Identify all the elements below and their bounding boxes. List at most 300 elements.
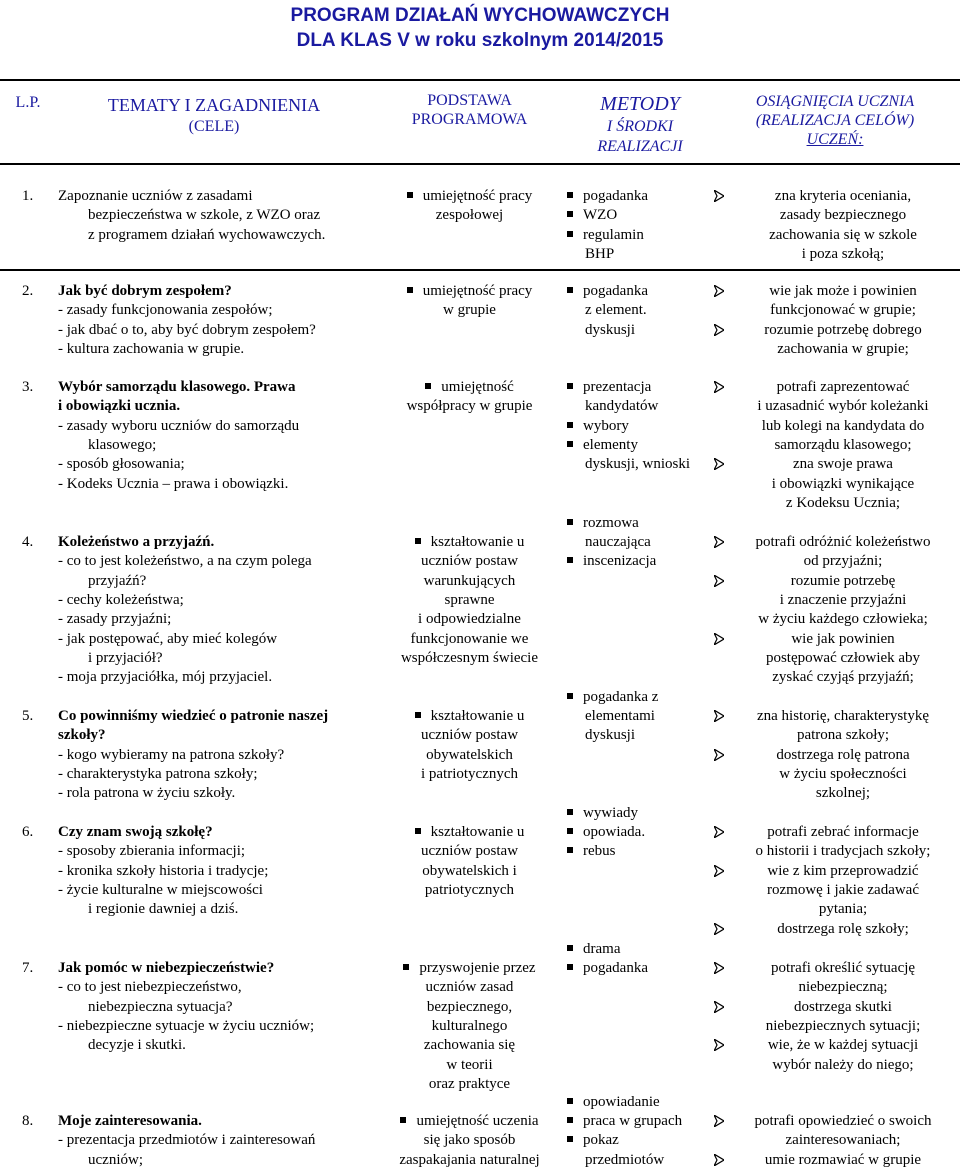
basis-line	[372, 572, 567, 591]
topic-title: Co powinniśmy wiedzieć o patronie naszej	[58, 708, 329, 724]
arrow-bullet-icon	[714, 321, 732, 340]
method-line	[585, 245, 614, 264]
topic-line: - rola patrona w życiu szkoły.	[58, 785, 236, 802]
basis-text: obywatelskich	[426, 746, 513, 763]
method-text: pogadanka z	[583, 688, 659, 705]
basis-line	[372, 187, 567, 206]
method-line	[567, 1093, 660, 1112]
basis-text: zespołowej	[435, 207, 504, 224]
method-line	[567, 959, 648, 978]
header-top-rule	[0, 79, 960, 81]
topic-line: - zasady funkcjonowania zespołów;	[58, 302, 273, 319]
square-bullet-icon	[407, 287, 413, 293]
arrow-bullet-icon	[714, 572, 732, 591]
arrow-bullet-icon	[714, 746, 732, 765]
method-line	[567, 378, 651, 397]
document-title-line1: PROGRAM DZIAŁAŃ WYCHOWAWCZYCH	[290, 5, 670, 26]
topic-line: - charakterystyka patrona szkoły;	[58, 765, 258, 782]
arrow-bullet-icon	[714, 1036, 732, 1055]
basis-text: umiejętność	[441, 379, 514, 395]
achievement-line	[714, 1151, 954, 1170]
square-bullet-icon	[567, 1117, 573, 1123]
achievement-text: wie, że w każdej sytuacji	[767, 1037, 919, 1054]
row-number: 7.	[22, 960, 34, 976]
basis-line	[372, 881, 567, 900]
square-bullet-icon	[567, 693, 573, 699]
method-text: dyskusji	[585, 321, 636, 338]
square-bullet-icon	[567, 964, 573, 970]
achievement-line	[714, 301, 954, 320]
basis-text: współpracy w grupie	[406, 398, 533, 415]
square-bullet-icon	[415, 538, 421, 544]
method-line	[567, 1112, 682, 1131]
achievement-line	[714, 630, 954, 649]
basis-text: w grupie	[443, 302, 496, 319]
method-text: regulamin	[583, 226, 644, 243]
method-text: pogadanka	[583, 188, 648, 204]
basis-text: umiejętność pracy	[422, 283, 533, 299]
achievement-text: zna historię, charakterystykę	[756, 708, 929, 724]
achievement-text: dostrzega skutki	[794, 998, 892, 1015]
achievement-text: wie jak może i powinien	[769, 283, 917, 299]
topic-line: z programem działań wychowawczych.	[88, 226, 326, 243]
achievement-line	[714, 417, 954, 436]
square-bullet-icon	[567, 945, 573, 951]
method-line	[567, 940, 620, 959]
method-line	[585, 533, 651, 552]
arrow-bullet-icon	[714, 630, 732, 649]
basis-line	[372, 1017, 567, 1036]
achievement-line	[714, 206, 954, 225]
basis-line	[372, 842, 567, 861]
topic-line: uczniów;	[88, 1151, 143, 1168]
achievement-line	[714, 591, 954, 610]
basis-line	[372, 862, 567, 881]
topic-line: i obowiązki ucznia.	[58, 398, 181, 415]
achievement-text: i obowiązki wynikające	[771, 475, 915, 492]
square-bullet-icon	[567, 192, 573, 198]
method-text: drama	[583, 940, 621, 957]
basis-text: współczesnym świecie	[400, 649, 539, 666]
basis-text: oraz praktyce	[428, 1075, 511, 1092]
achievement-text: niebezpiecznych sytuacji;	[765, 1017, 921, 1034]
topic-line: - sposoby zbierania informacji;	[58, 843, 246, 860]
method-line	[585, 455, 690, 474]
method-text: WZO	[583, 207, 618, 224]
achievement-text: zna swoje prawa	[793, 456, 893, 473]
basis-line	[372, 1112, 567, 1131]
topic-title: Moje zainteresowania.	[58, 1113, 202, 1129]
method-text: wybory	[583, 417, 629, 434]
topic-line: - Kodeks Ucznia – prawa i obowiązki.	[58, 475, 289, 492]
square-bullet-icon	[400, 1117, 406, 1123]
header-basis-1: PODSTAWA	[427, 92, 512, 109]
basis-text: bezpiecznego,	[426, 998, 513, 1015]
basis-line	[372, 707, 567, 726]
achievement-line	[714, 1036, 954, 1055]
basis-line	[372, 397, 567, 416]
topic-line: bezpieczeństwa w szkole, z WZO oraz	[88, 207, 321, 224]
achievement-line	[714, 823, 954, 842]
header-basis-2: PROGRAMOWA	[411, 111, 528, 128]
achievement-line	[714, 881, 954, 900]
method-text: wywiady	[583, 804, 638, 821]
achievement-line	[714, 707, 954, 726]
basis-text: uczniów postaw	[420, 553, 519, 570]
achievement-line	[714, 378, 954, 397]
achievement-text: rozumie potrzebę dobrego	[764, 321, 922, 338]
basis-text: uczniów postaw	[420, 727, 519, 744]
arrow-bullet-icon	[714, 823, 732, 842]
achievement-line	[714, 340, 954, 359]
method-line	[585, 397, 658, 416]
square-bullet-icon	[415, 828, 421, 834]
topic-line: - prezentacja przedmiotów i zainteresowań	[58, 1132, 316, 1149]
achievement-text: wie jak powinien	[791, 630, 895, 647]
square-bullet-icon	[567, 557, 573, 563]
basis-text: zachowania się	[423, 1037, 516, 1054]
achievement-text: dostrzega rolę patrona	[776, 746, 910, 763]
achievement-text: w życiu każdego człowieka;	[758, 611, 928, 628]
achievement-line	[714, 610, 954, 629]
header-bottom-rule	[0, 163, 960, 165]
achievement-text: wie z kim przeprowadzić	[767, 862, 919, 879]
header-lp: L.P.	[15, 94, 41, 111]
header-achievements-1: OSIĄGNIĘCIA UCZNIA	[755, 93, 915, 110]
topic-line: decyzje i skutki.	[88, 1037, 186, 1054]
achievement-line	[714, 726, 954, 745]
basis-text: funkcjonowanie we	[410, 630, 529, 647]
achievement-line	[714, 842, 954, 861]
achievement-line	[714, 765, 954, 784]
square-bullet-icon	[567, 287, 573, 293]
topic-line: - niebezpieczne sytuacje w życiu uczniów;	[58, 1017, 315, 1034]
achievement-line	[714, 475, 954, 494]
achievement-line	[714, 436, 954, 455]
achievement-text: potrafi określić sytuację	[770, 960, 916, 976]
topic-line: - sposób głosowania;	[58, 456, 185, 473]
achievement-text: zainteresowaniach;	[785, 1132, 901, 1149]
basis-text: i patriotycznych	[420, 765, 519, 782]
achievement-line	[714, 572, 954, 591]
achievement-text: patrona szkoły;	[796, 727, 890, 744]
basis-line	[372, 823, 567, 842]
basis-line	[372, 1131, 567, 1150]
method-line	[585, 301, 647, 320]
topic-line: - życie kulturalne w miejscowości	[58, 881, 263, 898]
topic-line: - zasady wyboru uczniów do samorządu	[58, 417, 300, 434]
row-number: 8.	[22, 1113, 34, 1129]
row-number: 4.	[22, 534, 34, 550]
square-bullet-icon	[567, 847, 573, 853]
topic-line: - moja przyjaciółka, mój przyjaciel.	[58, 669, 273, 686]
achievement-text: i poza szkołą;	[801, 245, 885, 262]
row-number: 2.	[22, 283, 34, 299]
arrow-bullet-icon	[714, 187, 732, 206]
basis-line	[372, 552, 567, 571]
method-text: pogadanka	[583, 960, 648, 976]
achievement-text: od przyjaźni;	[803, 553, 883, 570]
achievement-text: szkolnej;	[815, 785, 871, 802]
basis-line	[372, 1151, 567, 1170]
method-line	[585, 707, 655, 726]
achievement-text: w życiu społeczności	[779, 765, 907, 782]
square-bullet-icon	[425, 383, 431, 389]
method-line	[567, 417, 629, 436]
arrow-bullet-icon	[714, 533, 732, 552]
topic-line: - kultura zachowania w grupie.	[58, 340, 245, 357]
achievement-text: i uzasadnić wybór koleżanki	[757, 398, 929, 415]
achievement-line	[714, 862, 954, 881]
method-text: opowiadanie	[583, 1093, 660, 1110]
topic-line: - zasady przyjaźni;	[58, 611, 172, 628]
header-achievements-3: UCZEŃ:	[806, 131, 864, 148]
topic-title: Czy znam swoją szkołę?	[58, 824, 213, 840]
achievement-line	[714, 746, 954, 765]
topic-title: Koleżeństwo a przyjaźń.	[58, 534, 215, 550]
achievement-line	[714, 552, 954, 571]
achievement-text: umie rozmawiać w grupie	[764, 1151, 922, 1168]
arrow-bullet-icon	[714, 1112, 732, 1131]
square-bullet-icon	[567, 809, 573, 815]
achievement-line	[714, 321, 954, 340]
method-line	[567, 282, 648, 301]
square-bullet-icon	[567, 519, 573, 525]
achievement-line	[714, 1112, 954, 1131]
basis-line	[372, 765, 567, 784]
achievement-line	[714, 998, 954, 1017]
method-text: prezentacja	[583, 379, 652, 395]
arrow-bullet-icon	[714, 920, 732, 939]
row-number: 3.	[22, 379, 34, 395]
achievement-line	[714, 187, 954, 206]
method-text: dyskusji	[585, 727, 636, 744]
basis-line	[372, 1075, 567, 1094]
topic-line: - co to jest koleżeństwo, a na czym polega	[58, 553, 312, 570]
header-achievements-2: (REALIZACJA CELÓW)	[755, 112, 915, 129]
square-bullet-icon	[567, 1136, 573, 1142]
achievement-text: z Kodeksu Ucznia;	[785, 494, 901, 511]
achievement-line	[714, 784, 954, 803]
topic-line: klasowego;	[88, 436, 157, 453]
basis-text: uczniów zasad	[425, 979, 514, 996]
achievement-text: rozumie potrzebę	[790, 572, 896, 589]
achievement-line	[714, 978, 954, 997]
achievement-text: dostrzega rolę szkoły;	[777, 920, 909, 937]
basis-line	[372, 1036, 567, 1055]
basis-line	[372, 998, 567, 1017]
achievement-text: zyskać czyjąś przyjaźń;	[772, 669, 914, 686]
arrow-bullet-icon	[714, 707, 732, 726]
achievement-line	[714, 900, 954, 919]
method-line	[567, 187, 648, 206]
method-text: nauczająca	[585, 534, 651, 550]
square-bullet-icon	[415, 712, 421, 718]
arrow-bullet-icon	[714, 455, 732, 474]
achievement-text: funkcjonować w grupie;	[770, 302, 916, 319]
basis-line	[372, 206, 567, 225]
row-number: 1.	[22, 188, 34, 204]
achievement-line	[714, 533, 954, 552]
basis-line	[372, 959, 567, 978]
method-line	[585, 1151, 664, 1170]
method-text: rozmowa	[583, 514, 639, 531]
basis-text: zaspakajania naturalnej	[399, 1151, 540, 1168]
method-line	[567, 514, 639, 533]
topic-title: Zapoznanie uczniów z zasadami	[58, 188, 253, 204]
method-text: dyskusji, wnioski	[585, 456, 691, 473]
basis-text: kształtowanie u	[430, 534, 525, 550]
row-number: 5.	[22, 708, 34, 724]
achievement-text: zachowania się w szkole	[769, 226, 917, 243]
method-text: pogadanka	[583, 283, 648, 299]
method-text: z element.	[585, 302, 647, 319]
arrow-bullet-icon	[714, 378, 732, 397]
square-bullet-icon	[403, 964, 409, 970]
square-bullet-icon	[567, 211, 573, 217]
achievement-line	[714, 455, 954, 474]
achievement-text: samorządu klasowego;	[774, 436, 912, 453]
method-text: przedmiotów	[585, 1151, 665, 1168]
basis-text: i odpowiedzialne	[418, 611, 521, 628]
method-line	[567, 688, 658, 707]
basis-line	[372, 301, 567, 320]
row-divider	[0, 269, 960, 271]
basis-text: się jako sposób	[423, 1132, 516, 1149]
header-methods-2: I ŚRODKI	[606, 118, 674, 135]
topic-line: - cechy koleżeństwa;	[58, 591, 184, 608]
achievement-text: o historii i tradycjach szkoły;	[755, 843, 931, 860]
achievement-text: postępować człowiek aby	[765, 649, 921, 666]
arrow-bullet-icon	[714, 862, 732, 881]
method-text: opowiada.	[583, 824, 646, 840]
topic-title: Jak być dobrym zespołem?	[58, 283, 232, 299]
basis-line	[372, 591, 567, 610]
topic-line: niebezpieczna sytuacja?	[88, 998, 233, 1015]
row-number: 6.	[22, 824, 34, 840]
topic-line: - co to jest niebezpieczeństwo,	[58, 979, 242, 996]
header-topics-sub: (CELE)	[188, 118, 240, 135]
achievement-text: rozmowę i jakie zadawać	[767, 881, 919, 898]
achievement-line	[714, 282, 954, 301]
basis-line	[372, 630, 567, 649]
basis-line	[372, 533, 567, 552]
arrow-bullet-icon	[714, 959, 732, 978]
square-bullet-icon	[407, 192, 413, 198]
square-bullet-icon	[567, 383, 573, 389]
square-bullet-icon	[567, 231, 573, 237]
method-line	[567, 226, 644, 245]
achievement-line	[714, 397, 954, 416]
method-text: inscenizacja	[583, 553, 657, 570]
method-line	[585, 321, 635, 340]
achievement-text: zasady bezpiecznego	[779, 207, 907, 224]
method-text: pokaz	[583, 1132, 619, 1149]
method-line	[567, 823, 645, 842]
square-bullet-icon	[567, 422, 573, 428]
topic-line: - jak postępować, aby mieć kolegów	[58, 630, 278, 647]
method-line	[567, 804, 638, 823]
topic-line: - kogo wybieramy na patrona szkoły?	[58, 746, 285, 763]
achievement-text: niebezpieczną;	[798, 979, 888, 996]
topic-line: i regionie dawniej a dziś.	[88, 901, 239, 918]
achievement-line	[714, 1056, 954, 1075]
square-bullet-icon	[567, 828, 573, 834]
topic-title: Wybór samorządu klasowego. Prawa	[58, 379, 296, 395]
basis-text: umiejętność pracy	[422, 188, 533, 204]
method-text: rebus	[583, 843, 616, 860]
achievement-line	[714, 1131, 954, 1150]
document-title-line2: DLA KLAS V w roku szkolnym 2014/2015	[296, 30, 664, 51]
achievement-text: potrafi zaprezentować	[776, 379, 910, 395]
method-text: kandydatów	[585, 398, 659, 415]
basis-line	[372, 978, 567, 997]
achievement-text: potrafi odróżnić koleżeństwo	[755, 534, 931, 550]
basis-text: uczniów postaw	[420, 843, 519, 860]
achievement-text: potrafi zebrać informacje	[767, 824, 919, 840]
basis-line	[372, 746, 567, 765]
achievement-text: zachowania w grupie;	[777, 340, 909, 357]
achievement-text: zna kryteria oceniania,	[774, 188, 912, 204]
method-text: praca w grupach	[583, 1113, 683, 1129]
arrow-bullet-icon	[714, 1151, 732, 1170]
achievement-line	[714, 668, 954, 687]
basis-text: sprawne	[444, 591, 495, 608]
method-text: elementy	[583, 436, 638, 453]
achievement-line	[714, 959, 954, 978]
basis-text: patriotycznych	[424, 881, 515, 898]
basis-line	[372, 282, 567, 301]
method-text: elementami	[585, 708, 655, 724]
achievement-line	[714, 920, 954, 939]
square-bullet-icon	[567, 1098, 573, 1104]
achievement-line	[714, 1017, 954, 1036]
method-line	[567, 1131, 619, 1150]
arrow-bullet-icon	[714, 282, 732, 301]
basis-text: kulturalnego	[431, 1017, 508, 1034]
method-text: BHP	[585, 245, 615, 262]
achievement-text: lub kolegi na kandydata do	[761, 417, 925, 434]
basis-text: w teorii	[446, 1056, 493, 1073]
basis-line	[372, 649, 567, 668]
basis-line	[372, 378, 567, 397]
basis-text: obywatelskich i	[422, 862, 517, 879]
header-methods-3: REALIZACJI	[597, 138, 683, 155]
achievement-text: i znaczenie przyjaźni	[779, 591, 907, 608]
basis-line	[372, 1056, 567, 1075]
header-methods-1: METODY	[600, 93, 680, 115]
topic-line: szkoły?	[58, 727, 106, 744]
arrow-bullet-icon	[714, 998, 732, 1017]
basis-text: przyswojenie przez	[419, 960, 536, 976]
achievement-line	[714, 494, 954, 513]
method-line	[567, 206, 617, 225]
achievement-text: wybór należy do niego;	[772, 1056, 914, 1073]
basis-text: warunkujących	[423, 572, 516, 589]
topic-line: - kronika szkoły historia i tradycje;	[58, 862, 269, 879]
header-topics: TEMATY I ZAGADNIENIA	[107, 95, 321, 115]
topic-line: przyjaźń?	[88, 572, 147, 589]
achievement-line	[714, 245, 954, 264]
method-line	[567, 552, 656, 571]
topic-title: Jak pomóc w niebezpieczeństwie?	[58, 960, 275, 976]
achievement-text: pytania;	[818, 901, 868, 918]
achievement-text: potrafi opowiedzieć o swoich	[754, 1113, 932, 1129]
achievement-line	[714, 226, 954, 245]
basis-text: umiejętność uczenia	[416, 1113, 539, 1129]
method-line	[567, 842, 616, 861]
basis-text: kształtowanie u	[430, 824, 525, 840]
